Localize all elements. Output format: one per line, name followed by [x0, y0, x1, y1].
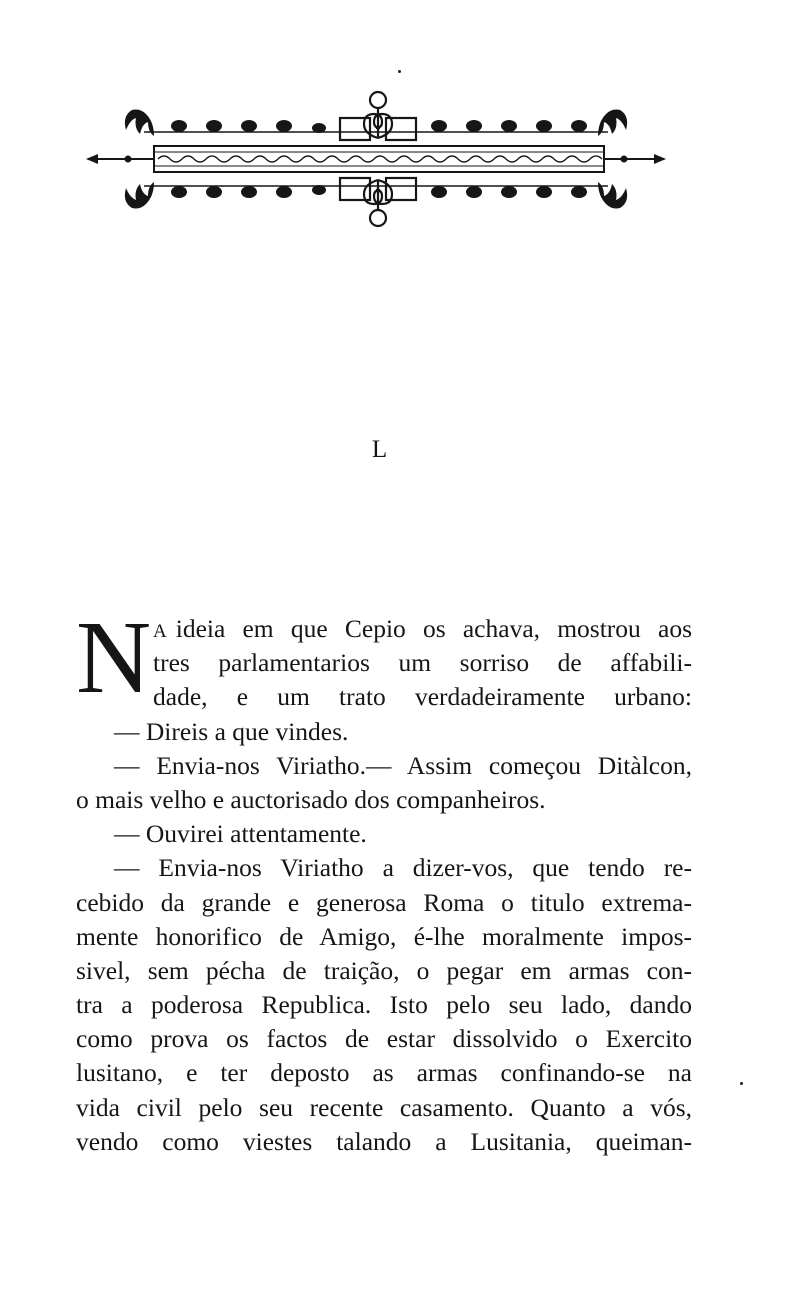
print-speck	[740, 1082, 743, 1085]
print-speck	[398, 70, 401, 73]
text-line: A ideia em que Cepio os achava, mostrou aos	[153, 614, 692, 643]
text-line: mente honorifico de Amigo, é-lhe moralmente impos-	[76, 921, 692, 951]
text-line: dade, e um trato verdadeiramente urbano:	[153, 682, 692, 712]
drop-cap: N	[76, 600, 152, 715]
text-line: tres parlamentarios um sorriso de affabili-	[153, 648, 692, 678]
text-line: cebido da grande e generosa Roma o titulo extrema-	[76, 887, 692, 917]
text-line: lusitano, e ter deposto as armas confinando-se na	[76, 1058, 692, 1088]
body-text	[76, 600, 692, 1159]
small-caps-letter: A	[153, 621, 168, 642]
text-line: como prova os factos de estar dissolvido o Exercito	[76, 1024, 692, 1054]
text-line: o mais velho e auctorisado dos companheiros.	[76, 784, 546, 814]
text-line: sivel, sem pécha de traição, o pegar em armas con-	[76, 955, 692, 985]
text-line: — Envia-nos Viriatho.— Assim começou Ditàlcon,	[114, 750, 692, 780]
ornamental-headpiece-icon	[84, 88, 668, 230]
text-line: vida civil pelo seu recente casamento. Quanto a vós,	[76, 1092, 692, 1122]
text-line: tra a poderosa Republica. Isto pelo seu lado, dando	[76, 990, 692, 1020]
text-line: — Envia-nos Viriatho a dizer-vos, que tendo re-	[114, 853, 692, 883]
text-line: — Direis a que vindes.	[114, 716, 349, 746]
text-line: — Ouvirei attentamente.	[114, 819, 367, 849]
text-line: vendo como viestes talando a Lusitania, queiman-	[76, 1126, 692, 1156]
opening-lines	[153, 612, 692, 715]
chapter-number: L	[371, 436, 389, 463]
opening-paragraph	[76, 600, 692, 715]
